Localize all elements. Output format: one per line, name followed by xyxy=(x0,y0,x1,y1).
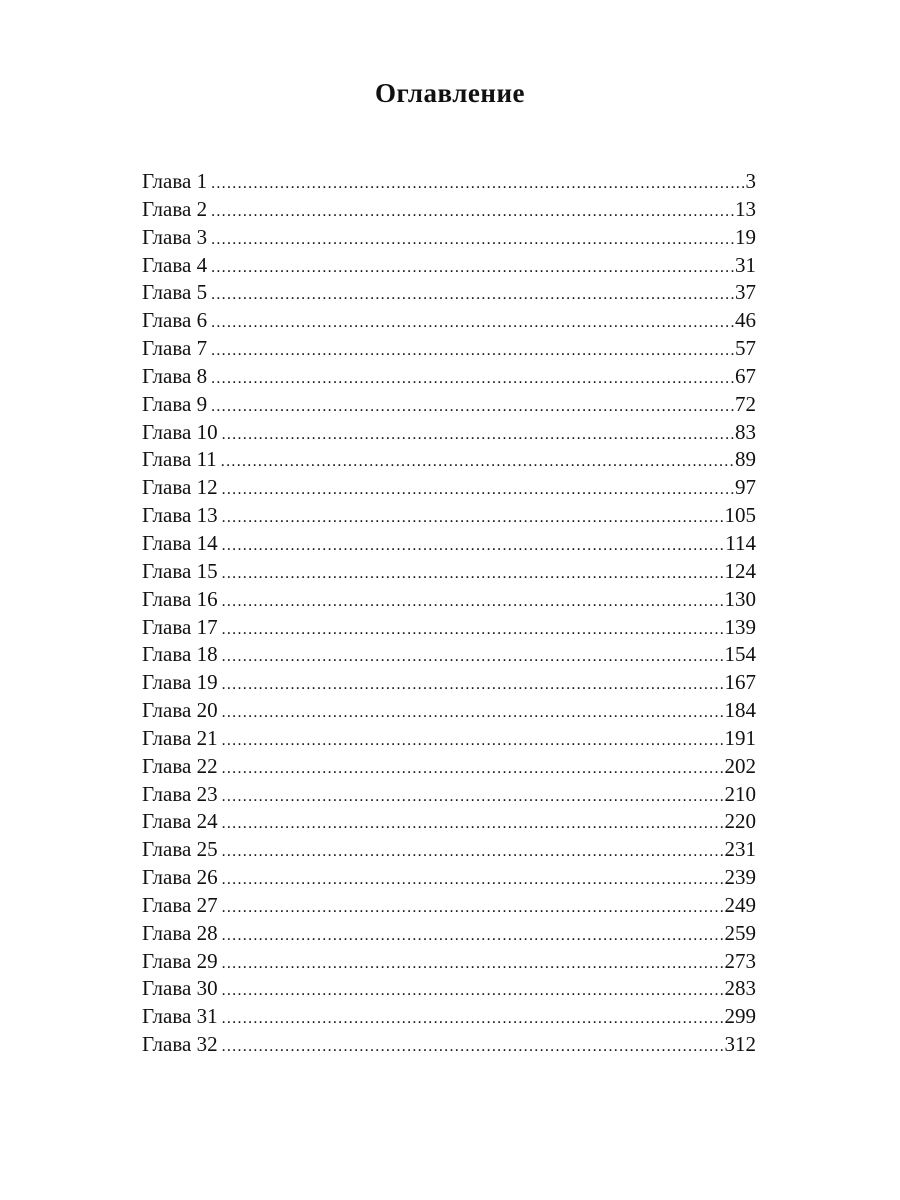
chapter-label: Глава 13 xyxy=(142,503,218,528)
chapter-label: Глава 15 xyxy=(142,558,218,583)
chapter-label: Глава 3 xyxy=(142,224,208,249)
chapter-label: Глава 29 xyxy=(142,948,218,973)
toc-entry[interactable] xyxy=(142,753,756,781)
toc-entry[interactable] xyxy=(142,307,756,335)
page-number: 46 xyxy=(735,308,756,333)
dot-leader xyxy=(222,616,724,642)
dot-leader xyxy=(211,393,734,419)
dot-leader xyxy=(222,894,724,920)
page-number: 83 xyxy=(735,419,756,444)
dot-leader xyxy=(222,699,724,725)
dot-leader xyxy=(222,866,724,892)
toc-entry[interactable] xyxy=(142,641,756,669)
chapter-label: Глава 30 xyxy=(142,976,218,1001)
toc-entry[interactable] xyxy=(142,892,756,920)
chapter-label: Глава 18 xyxy=(142,642,218,667)
page-number: 312 xyxy=(724,1032,756,1057)
dot-leader xyxy=(222,838,724,864)
toc-entry[interactable] xyxy=(142,224,756,252)
dot-leader xyxy=(222,588,724,614)
page-number: 299 xyxy=(724,1004,756,1029)
page-number: 273 xyxy=(724,948,756,973)
toc-entry[interactable] xyxy=(142,697,756,725)
dot-leader xyxy=(222,783,724,809)
chapter-label: Глава 7 xyxy=(142,336,208,361)
table-of-contents xyxy=(142,168,756,1059)
chapter-label: Глава 11 xyxy=(142,447,217,472)
page-number: 220 xyxy=(724,809,756,834)
toc-entry[interactable] xyxy=(142,725,756,753)
page-number: 210 xyxy=(724,781,756,806)
toc-entry[interactable] xyxy=(142,975,756,1003)
page-number: 105 xyxy=(724,503,756,528)
page-number: 239 xyxy=(724,865,756,890)
chapter-label: Глава 16 xyxy=(142,586,218,611)
toc-entry[interactable] xyxy=(142,808,756,836)
dot-leader xyxy=(221,448,734,474)
chapter-label: Глава 14 xyxy=(142,530,218,555)
dot-leader xyxy=(222,1033,724,1059)
page-number: 37 xyxy=(735,280,756,305)
page-number: 31 xyxy=(735,252,756,277)
toc-entry[interactable] xyxy=(142,614,756,642)
toc-entry[interactable] xyxy=(142,196,756,224)
toc-entry[interactable] xyxy=(142,419,756,447)
dot-leader xyxy=(222,977,724,1003)
chapter-label: Глава 9 xyxy=(142,391,208,416)
dot-leader xyxy=(211,281,734,307)
toc-entry[interactable] xyxy=(142,446,756,474)
toc-entry[interactable] xyxy=(142,558,756,586)
dot-leader xyxy=(222,560,724,586)
toc-entry[interactable] xyxy=(142,669,756,697)
chapter-label: Глава 31 xyxy=(142,1004,218,1029)
dot-leader xyxy=(222,755,724,781)
page-number: 19 xyxy=(735,224,756,249)
dot-leader xyxy=(222,810,724,836)
chapter-label: Глава 22 xyxy=(142,753,218,778)
page-number: 97 xyxy=(735,475,756,500)
toc-entry[interactable] xyxy=(142,836,756,864)
toc-entry[interactable] xyxy=(142,948,756,976)
page-number: 231 xyxy=(724,837,756,862)
chapter-label: Глава 28 xyxy=(142,920,218,945)
chapter-label: Глава 20 xyxy=(142,698,218,723)
toc-entry[interactable] xyxy=(142,502,756,530)
page-number: 249 xyxy=(724,892,756,917)
dot-leader xyxy=(222,532,725,558)
toc-entry[interactable] xyxy=(142,1031,756,1059)
page-number: 57 xyxy=(735,336,756,361)
toc-entry[interactable] xyxy=(142,335,756,363)
dot-leader xyxy=(211,170,744,196)
page-number: 202 xyxy=(724,753,756,778)
chapter-label: Глава 12 xyxy=(142,475,218,500)
toc-entry[interactable] xyxy=(142,168,756,196)
dot-leader xyxy=(211,365,734,391)
page-number: 13 xyxy=(735,196,756,221)
page-number: 154 xyxy=(724,642,756,667)
page-number: 3 xyxy=(745,169,756,193)
toc-entry[interactable] xyxy=(142,864,756,892)
page-number: 191 xyxy=(724,725,756,750)
chapter-label: Глава 21 xyxy=(142,725,218,750)
chapter-label: Глава 23 xyxy=(142,781,218,806)
dot-leader xyxy=(222,643,724,669)
page-number: 283 xyxy=(724,976,756,1001)
chapter-label: Глава 17 xyxy=(142,614,218,639)
page-number: 139 xyxy=(724,614,756,639)
chapter-label: Глава 8 xyxy=(142,363,208,388)
page-number: 184 xyxy=(724,698,756,723)
toc-entry[interactable] xyxy=(142,530,756,558)
dot-leader xyxy=(222,504,724,530)
chapter-label: Глава 5 xyxy=(142,280,208,305)
chapter-label: Глава 19 xyxy=(142,670,218,695)
chapter-label: Глава 4 xyxy=(142,252,208,277)
chapter-label: Глава 32 xyxy=(142,1032,218,1057)
page-title: Оглавление xyxy=(375,78,525,108)
chapter-label: Глава 25 xyxy=(142,837,218,862)
toc-entry[interactable] xyxy=(142,920,756,948)
page-number: 114 xyxy=(725,530,756,555)
chapter-label: Глава 10 xyxy=(142,419,218,444)
chapter-label: Глава 27 xyxy=(142,892,218,917)
chapter-label: Глава 6 xyxy=(142,308,208,333)
chapter-label: Глава 2 xyxy=(142,196,208,221)
page-number: 167 xyxy=(724,670,756,695)
dot-leader xyxy=(211,337,734,363)
chapter-label: Глава 1 xyxy=(142,169,208,193)
toc-entry[interactable] xyxy=(142,1003,756,1031)
toc-entry[interactable] xyxy=(142,586,756,614)
dot-leader xyxy=(222,950,724,976)
toc-entry[interactable] xyxy=(142,363,756,391)
dot-leader xyxy=(222,922,724,948)
toc-entry[interactable] xyxy=(142,279,756,307)
page-number: 130 xyxy=(724,586,756,611)
dot-leader xyxy=(222,727,724,753)
dot-leader xyxy=(222,1005,724,1031)
dot-leader xyxy=(222,476,734,502)
page-number: 124 xyxy=(724,558,756,583)
page-number: 259 xyxy=(724,920,756,945)
page-number: 89 xyxy=(735,447,756,472)
dot-leader xyxy=(211,254,734,280)
chapter-label: Глава 26 xyxy=(142,865,218,890)
dot-leader xyxy=(222,421,734,447)
toc-entry[interactable] xyxy=(142,391,756,419)
dot-leader xyxy=(211,309,734,335)
chapter-label: Глава 24 xyxy=(142,809,218,834)
dot-leader xyxy=(211,198,734,224)
toc-entry[interactable] xyxy=(142,252,756,280)
page-number: 72 xyxy=(735,391,756,416)
page-number: 67 xyxy=(735,363,756,388)
toc-entry[interactable] xyxy=(142,474,756,502)
dot-leader xyxy=(211,226,734,252)
dot-leader xyxy=(222,671,724,697)
toc-entry[interactable] xyxy=(142,781,756,809)
